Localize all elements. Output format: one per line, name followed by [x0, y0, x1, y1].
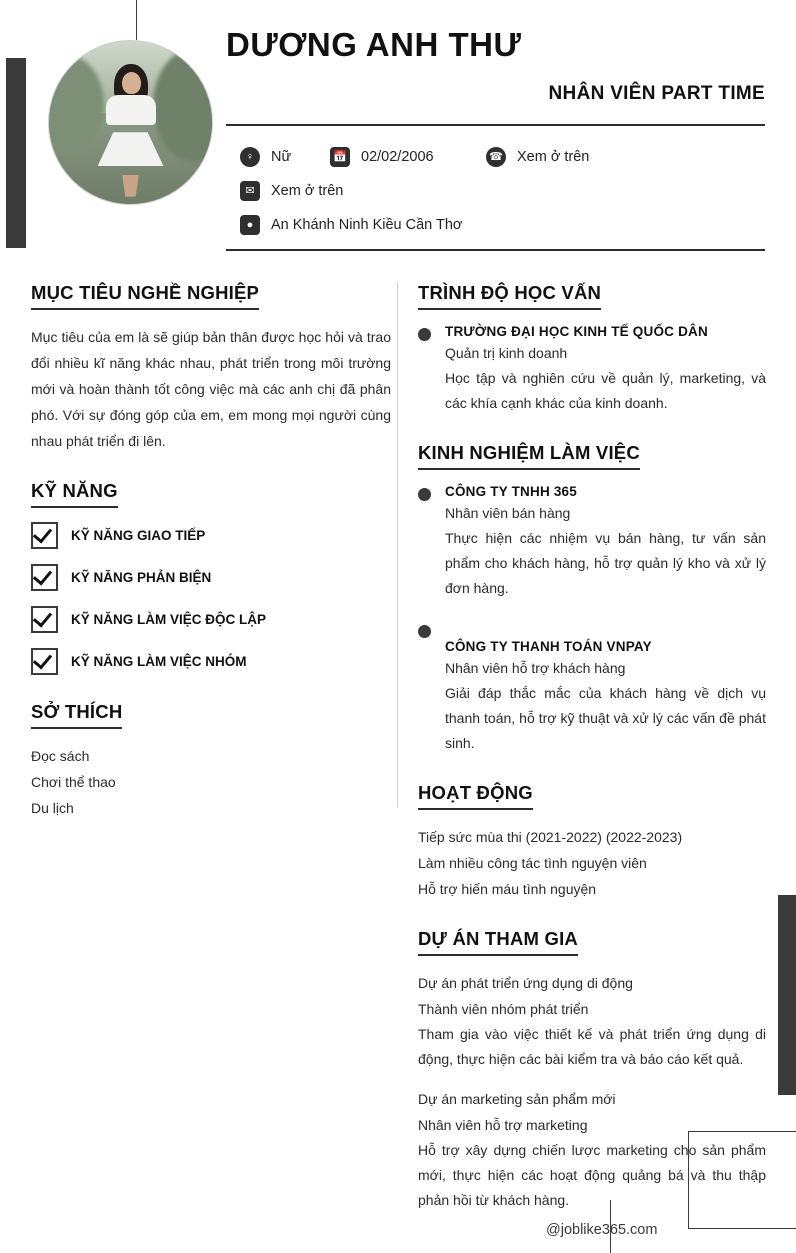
- contact-gender: [240, 147, 330, 167]
- experience-description: Giải đáp thắc mắc của khách hàng về dịch vụ thanh toán, hỗ trợ kỹ thuật và xử lý các vấn đề phát sinh.: [445, 685, 766, 751]
- hobby-item: Đọc sách: [31, 748, 90, 764]
- section-objective: [31, 282, 391, 454]
- contact-gender-value: Nữ: [271, 149, 292, 165]
- experience-entry: [418, 484, 766, 601]
- skill-label: KỸ NĂNG LÀM VIỆC ĐỘC LẬP: [71, 612, 267, 627]
- header-divider-bottom: [226, 249, 765, 251]
- check-icon: [31, 606, 58, 633]
- activity-item: Làm nhiều công tác tình nguyện viên: [418, 855, 647, 871]
- column-divider: [397, 282, 398, 807]
- header-divider-top: [226, 124, 765, 126]
- experience-description: Thực hiện các nhiệm vụ bán hàng, tư vấn sản phẩm cho khách hàng, hỗ trợ quản lý kho và xử lý đơn hàng.: [445, 530, 766, 596]
- project-item: [418, 970, 766, 1072]
- calendar-icon: 📅: [330, 147, 350, 167]
- contact-row-1: [240, 140, 780, 174]
- contact-email-value: Xem ở trên: [271, 183, 344, 199]
- avatar-person-face: [122, 72, 141, 94]
- project-name: Dự án phát triển ứng dụng di động: [418, 975, 633, 991]
- project-spacer: [418, 1072, 766, 1086]
- contact-row-2: [240, 174, 780, 208]
- experience-role: Nhân viên bán hàng: [445, 505, 571, 521]
- education-major: Quản trị kinh doanh: [445, 345, 568, 361]
- section-heading-skills: KỸ NĂNG: [31, 480, 118, 508]
- right-column: [418, 282, 766, 1239]
- avatar-person-shirt: [106, 95, 156, 125]
- check-icon: [31, 522, 58, 549]
- project-role: Nhân viên hỗ trợ marketing: [418, 1117, 588, 1133]
- resume-header: [0, 0, 796, 258]
- section-heading-experience: KINH NGHIỆM LÀM VIỆC: [418, 442, 640, 470]
- objective-text: Mục tiêu của em là sẽ giúp bản thân được học hỏi và trao đổi nhiều kĩ năng khác nhau, phát triển trong môi trường mới và hoàn thành tốt công việc mà các anh chị đã phân phó. Với sự đóng góp của em, em mong mọi người cùng nhau phát triển đi lên.: [31, 329, 391, 449]
- experience-entry: [418, 621, 766, 756]
- watermark: @joblike365.com: [546, 1222, 658, 1238]
- contact-email[interactable]: [240, 181, 343, 201]
- skill-item: [31, 564, 391, 591]
- section-heading-activities: HOẠT ĐỘNG: [418, 782, 533, 810]
- section-skills: [31, 480, 391, 675]
- experience-company: CÔNG TY THANH TOÁN VNPAY: [445, 639, 652, 654]
- contact-phone[interactable]: [486, 147, 589, 167]
- contact-address: [240, 215, 462, 235]
- contact-row-3: [240, 208, 780, 242]
- skill-item: [31, 522, 391, 549]
- experience-company: CÔNG TY TNHH 365: [445, 484, 577, 499]
- project-name: Dự án marketing sản phẩm mới: [418, 1091, 616, 1107]
- page-title: DƯƠNG ANH THƯ: [226, 26, 522, 63]
- project-item: [418, 1086, 766, 1213]
- section-hobbies: [31, 701, 391, 821]
- education-entry: [418, 324, 766, 416]
- project-description: Hỗ trợ xây dựng chiến lược marketing cho sản phẩm mới, thực hiện các hoạt động quảng bá và thu thập phản hồi từ khách hàng.: [418, 1142, 766, 1208]
- skill-label: KỸ NĂNG GIAO TIẾP: [71, 528, 206, 543]
- location-icon: ●: [240, 215, 260, 235]
- activity-item: Tiếp sức mùa thi (2021-2022) (2022-2023): [418, 829, 683, 845]
- education-school: TRƯỜNG ĐẠI HỌC KINH TẾ QUỐC DÂN: [445, 324, 708, 339]
- hobby-item: Chơi thể thao: [31, 774, 116, 790]
- contact-dob-value: 02/02/2006: [361, 149, 434, 165]
- job-title: NHÂN VIÊN PART TIME: [548, 83, 765, 104]
- contact-dob: [330, 147, 486, 167]
- decor-bar-right: [778, 895, 796, 1095]
- avatar: [48, 40, 213, 205]
- section-heading-education: TRÌNH ĐỘ HỌC VẤN: [418, 282, 601, 310]
- experience-role: Nhân viên hỗ trợ khách hàng: [445, 660, 626, 676]
- section-heading-hobbies: SỞ THÍCH: [31, 701, 122, 729]
- left-column: [31, 282, 391, 847]
- education-description: Học tập và nghiên cứu về quản lý, marketing, và các khía cạnh khác của kinh doanh.: [445, 370, 766, 411]
- skill-item: [31, 648, 391, 675]
- section-activities: [418, 782, 766, 902]
- section-education: [418, 282, 766, 416]
- project-description: Tham gia vào việc thiết kế và phát triển ứng dụng di động, thực hiện các bài kiểm tra và báo cáo kết quả.: [418, 1026, 766, 1067]
- check-icon: [31, 564, 58, 591]
- contact-address-value: An Khánh Ninh Kiều Cần Thơ: [271, 217, 463, 233]
- project-role: Thành viên nhóm phát triển: [418, 1001, 589, 1017]
- contact-block: [240, 140, 780, 242]
- hobby-item: Du lịch: [31, 800, 74, 816]
- skill-label: KỸ NĂNG LÀM VIỆC NHÓM: [71, 654, 247, 669]
- section-experience: [418, 442, 766, 756]
- email-icon: ✉: [240, 181, 260, 201]
- skill-label: KỸ NĂNG PHẢN BIỆN: [71, 570, 212, 585]
- activity-item: Hỗ trợ hiến máu tình nguyện: [418, 881, 597, 897]
- section-projects: [418, 928, 766, 1213]
- check-icon: [31, 648, 58, 675]
- skill-item: [31, 606, 391, 633]
- section-heading-projects: DỰ ÁN THAM GIA: [418, 928, 578, 956]
- section-heading-objective: MỤC TIÊU NGHỀ NGHIỆP: [31, 282, 259, 310]
- contact-phone-value: Xem ở trên: [517, 149, 590, 165]
- gender-icon: ♀: [240, 147, 260, 167]
- phone-icon: ☎: [486, 147, 506, 167]
